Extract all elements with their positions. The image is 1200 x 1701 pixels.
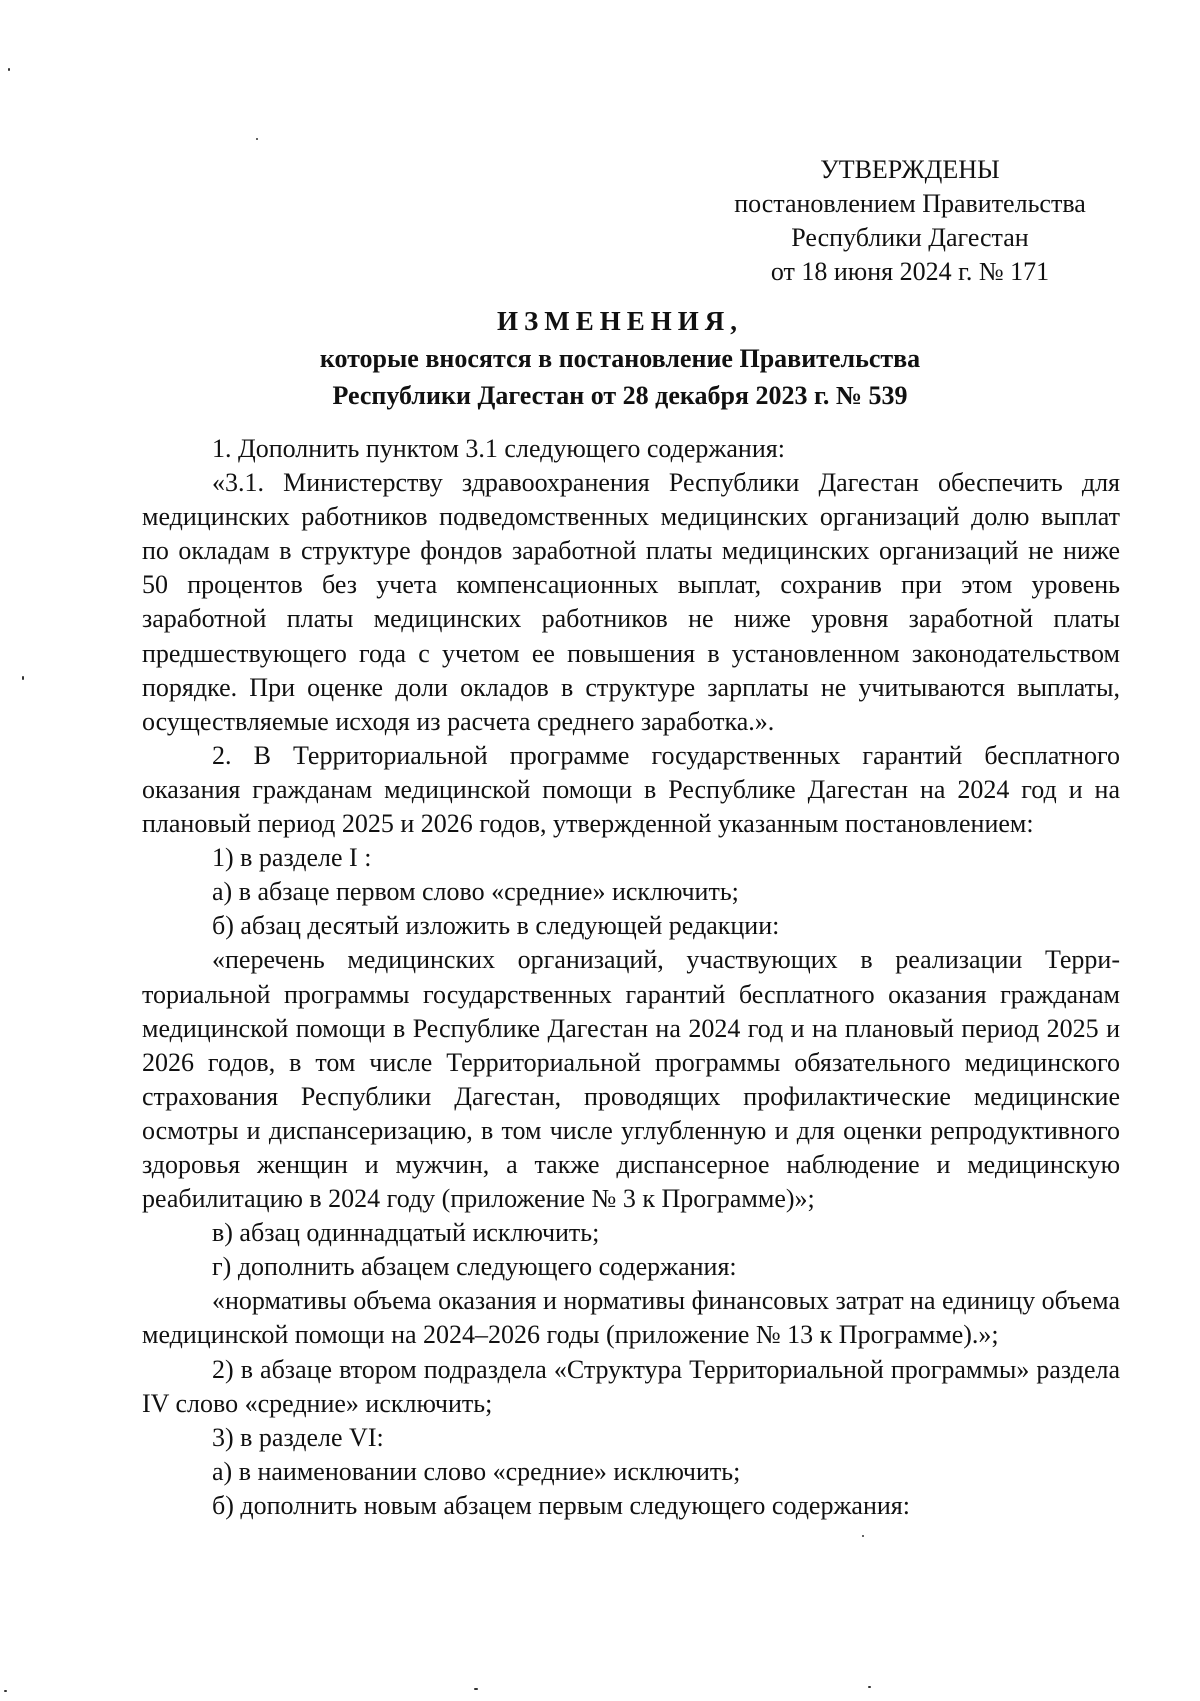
scan-speck: [862, 1535, 864, 1537]
document-heading: [140, 303, 1100, 414]
scan-speck: [22, 676, 24, 680]
scan-speck: [4, 1690, 7, 1692]
scan-speck: [256, 138, 258, 140]
approval-issuer: постановлением Правительства: [734, 189, 1086, 218]
paragraph-12: 3) в разделе VI:: [212, 1422, 384, 1452]
paragraph-13: а) в наименовании слово «средние» исключить;: [212, 1456, 741, 1486]
approval-title: УТВЕРЖДЕНЫ: [820, 155, 1000, 184]
paragraph-8: в) абзац одиннадцатый исключить;: [212, 1218, 600, 1248]
approval-region: Республики Дагестан: [791, 223, 1029, 252]
paragraph-14: б) дополнить новым абзацем первым следующего содержания:: [212, 1490, 910, 1520]
paragraph-9: г) дополнить абзацем следующего содержания:: [212, 1252, 737, 1282]
approval-stamp: [700, 153, 1120, 289]
paragraph-5: а) в абзаце первом слово «средние» исключить;: [212, 877, 739, 907]
paragraph-6: б) абзац десятый изложить в следующей редакции:: [212, 911, 780, 941]
paragraph-7: «перечень медицинских организаций, участвующих в реализации Территориальной программы государственных гарантий бесплатного оказания гражданам медицинской помощи в Республике Дагестан на 2024 год и на плановый период 2025 и 2026 годов, в том числе Территориальной программы обязательного медицинского страхования Республики Дагестан, проводящих профилактические медицинские осмотры и диспансеризацию, в том числе углубленную и для оценки репродуктивного здоровья женщин и мужчин, а также диспансерное наблюдение и медицинскую реабилитацию в 2024 году (приложение № 3 к Программе)»;: [142, 945, 1120, 1214]
scan-speck: [8, 68, 10, 71]
document-subtitle-line1: которые вносятся в постановление Правительства: [319, 344, 921, 373]
scan-speck: [868, 1686, 871, 1688]
paragraph-2: «3.1. Министерству здравоохранения Республики Дагестан обеспечить для медицинских работников подведомственных медицинских организаций долю выплат по окладам в структуре фондов заработной платы медицинских организаций не ниже 50 процентов без учета компенсационных выплат, сохранив при этом уровень заработной платы медицинских работников не ниже уровня заработной платы предшествующего года с учетом ее повышения в установленном законодательством порядке. При оценке доли окладов в структуре зарплаты не учитываются выплаты, осуществляемые исходя из расчета среднего заработка.».: [142, 468, 1120, 736]
paragraph-3: 2. В Территориальной программе государственных гарантий бесплатного оказания гражданам медицинской помощи в Республике Дагестан на 2024 год и на плановый период 2025 и 2026 годов, утвержденной указанным постановлением:: [142, 740, 1120, 839]
approval-date: от 18 июня 2024 г. № 171: [770, 257, 1050, 286]
document-body: [142, 432, 1120, 1523]
document-subtitle-line2: Республики Дагестан от 28 декабря 2023 г. № 539: [332, 381, 908, 410]
paragraph-4: 1) в разделе I :: [212, 843, 372, 873]
paragraph-10: «нормативы объема оказания и нормативы финансовых затрат на единицу объема медицинской помощи на 2024–2026 годы (приложение № 13 к Программе).»;: [142, 1286, 1120, 1350]
paragraph-1: 1. Дополнить пунктом 3.1 следующего содержания:: [212, 434, 785, 463]
paragraph-11: 2) в абзаце втором подраздела «Структура Территориальной программы» раздела IV слово «средние» исключить;: [142, 1354, 1120, 1418]
document-title: ИЗМЕНЕНИЯ,: [496, 306, 743, 336]
scan-speck: [474, 1688, 478, 1690]
